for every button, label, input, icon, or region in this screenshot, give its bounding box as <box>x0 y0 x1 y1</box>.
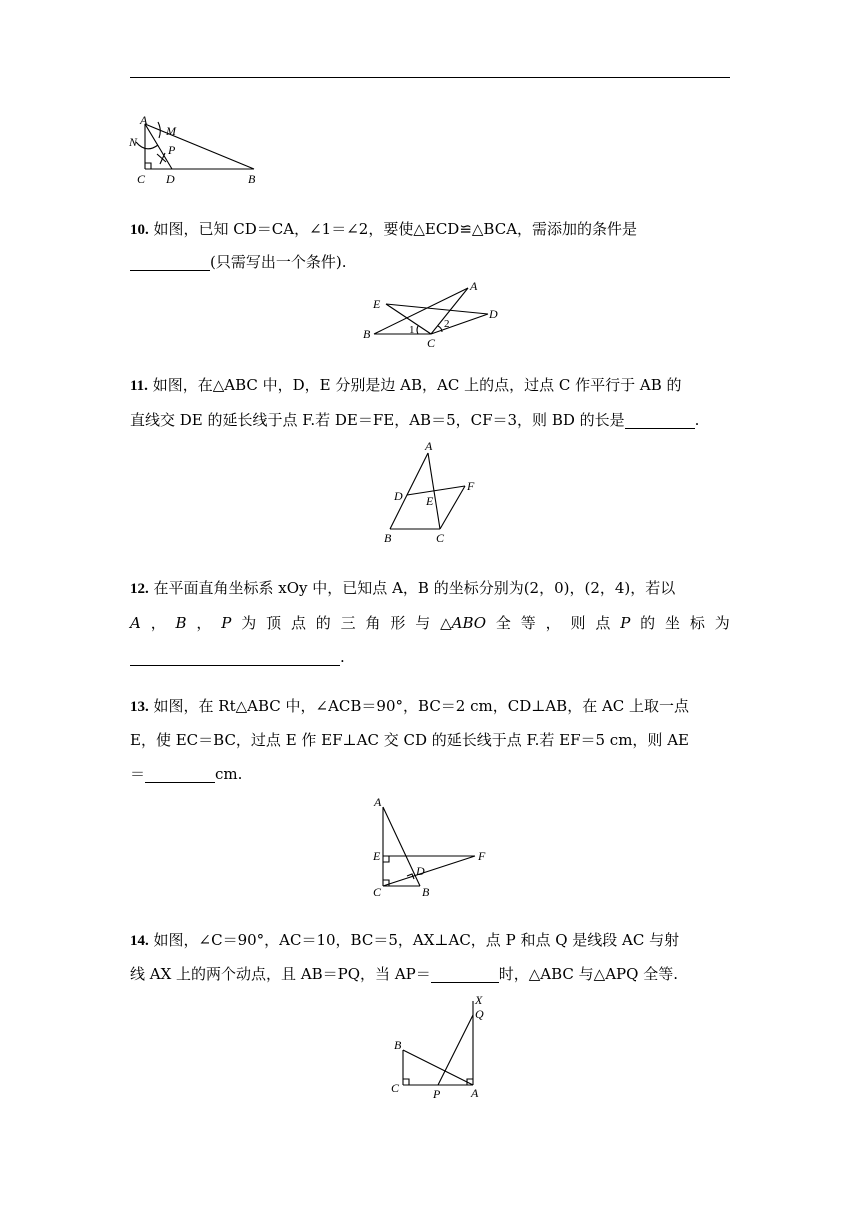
justified-token: 则 <box>570 614 586 632</box>
label-D: D <box>394 489 403 503</box>
problem-number: 14. <box>130 933 149 949</box>
label-A: A <box>470 280 478 293</box>
label-C: C <box>373 885 382 899</box>
answer-blank <box>145 764 215 783</box>
answer-blank <box>431 964 499 983</box>
justified-token: ， <box>545 614 561 632</box>
problem-number: 13. <box>130 699 149 715</box>
arc-NM-lower <box>136 142 158 149</box>
cross-arc-2 <box>160 153 165 164</box>
right-angle-C <box>403 1079 409 1085</box>
problem-number: 10. <box>130 222 149 238</box>
figure-13 <box>368 792 493 900</box>
header-rule <box>130 77 730 78</box>
answer-blank <box>130 252 210 271</box>
problem-text: 如图，在△ABC 中，D，E 分别是边 AB，AC 上的点，过点 C 作平行于 AB 的 <box>152 376 682 394</box>
label-E: E <box>426 494 434 508</box>
problem-number: 11. <box>130 378 148 394</box>
label-angle-1: 1 <box>409 324 415 336</box>
problem-text: 如图，∠C＝90°，AC＝10，BC＝5，AX⊥AC，点 P 和点 Q 是线段 AC 与射 <box>153 931 680 949</box>
segment-BA <box>403 1050 473 1085</box>
justified-token: A <box>130 614 141 632</box>
justified-token: 顶 <box>266 614 282 632</box>
label-B: B <box>394 1038 402 1052</box>
label-C: C <box>391 1081 400 1095</box>
justified-token: P <box>221 614 232 632</box>
problem-text: . <box>340 648 345 666</box>
justified-token: 的 <box>315 614 331 632</box>
label-D: D <box>416 864 425 878</box>
justified-token: 为 <box>714 614 730 632</box>
label-B: B <box>422 885 430 899</box>
justified-token: 与 <box>415 614 431 632</box>
label-F: F <box>478 849 486 863</box>
figure-11 <box>380 438 480 546</box>
figure-9 <box>128 112 263 188</box>
justified-token: 角 <box>365 614 381 632</box>
figure-14 <box>385 993 495 1103</box>
justified-token: 为 <box>241 614 257 632</box>
segment-CF <box>383 856 475 886</box>
answer-blank <box>625 410 695 429</box>
justified-token: 等 <box>520 614 536 632</box>
label-E: E <box>373 297 381 311</box>
label-P: P <box>433 1087 441 1101</box>
justified-token: ， <box>150 614 166 632</box>
justified-token: 点 <box>290 614 306 632</box>
segment-CF <box>440 486 465 529</box>
segment-ED <box>386 304 488 314</box>
problem-text: 如图，在 Rt△ABC 中，∠ACB＝90°，BC＝2 cm，CD⊥AB，在 AC 上取一点 <box>153 697 690 715</box>
problem-text: 直线交 DE 的延长线于点 F.若 DE＝FE，AB＝5，CF＝3，则 BD 的长是 <box>130 411 625 429</box>
problem-text: ＝ <box>130 765 146 783</box>
problem-text: 时，△ABC 与△APQ 全等. <box>498 965 678 983</box>
answer-blank <box>130 647 340 666</box>
justified-token: 标 <box>689 614 705 632</box>
segment-DF <box>407 486 465 495</box>
label-A: A <box>140 113 148 127</box>
label-P: P <box>168 143 176 157</box>
label-D: D <box>166 172 175 186</box>
right-angle-E <box>383 856 389 862</box>
label-N: N <box>129 135 138 149</box>
label-D: D <box>489 307 498 321</box>
justified-token: 三 <box>340 614 356 632</box>
label-A: A <box>425 439 433 453</box>
problem-text: E，使 EC＝BC，过点 E 作 EF⊥AC 交 CD 的延长线于点 F.若 EF＝5 cm，则 AE <box>130 731 689 749</box>
label-C: C <box>436 531 445 545</box>
segment-AB <box>383 807 420 886</box>
problem-text: cm. <box>215 765 243 783</box>
problem-text-justified <box>130 607 730 640</box>
justified-token: 坐 <box>665 614 681 632</box>
label-C: C <box>137 172 146 186</box>
problem-text: (只需写出一个条件). <box>210 253 347 271</box>
problem-number: 12. <box>130 581 149 597</box>
problem-text: 在平面直角坐标系 xOy 中，已知点 A，B 的坐标分别为(2，0)，(2，4)，若以 <box>153 579 676 597</box>
label-C: C <box>427 336 436 348</box>
problem-text: 如图，已知 CD＝CA，∠1＝∠2，要使△ECD≌△BCA，需添加的条件是 <box>153 220 638 238</box>
label-B: B <box>384 531 392 545</box>
label-B: B <box>248 172 256 186</box>
label-F: F <box>467 479 475 493</box>
label-A: A <box>374 795 382 809</box>
label-X: X <box>475 993 483 1007</box>
problem-text: . <box>694 411 700 429</box>
justified-token: 点 <box>595 614 611 632</box>
justified-token: B <box>175 614 187 632</box>
segment-PQ <box>438 1015 473 1085</box>
figure-10 <box>360 280 505 348</box>
justified-token: 的 <box>640 614 656 632</box>
justified-token: P <box>620 614 631 632</box>
label-Q: Q <box>475 1007 484 1021</box>
label-angle-2: 2 <box>444 318 450 330</box>
justified-token: 全 <box>495 614 511 632</box>
justified-token: 形 <box>390 614 406 632</box>
label-A: A <box>471 1086 479 1100</box>
right-angle-mark <box>145 163 151 169</box>
justified-token: ， <box>196 614 212 632</box>
problem-text: 线 AX 上的两个动点，且 AB＝PQ，当 AP＝ <box>130 965 431 983</box>
label-B: B <box>363 327 371 341</box>
label-M: M <box>166 124 176 138</box>
justified-token: △ABO <box>440 614 487 632</box>
label-E: E <box>373 849 381 863</box>
angle-1-arc <box>417 326 418 334</box>
